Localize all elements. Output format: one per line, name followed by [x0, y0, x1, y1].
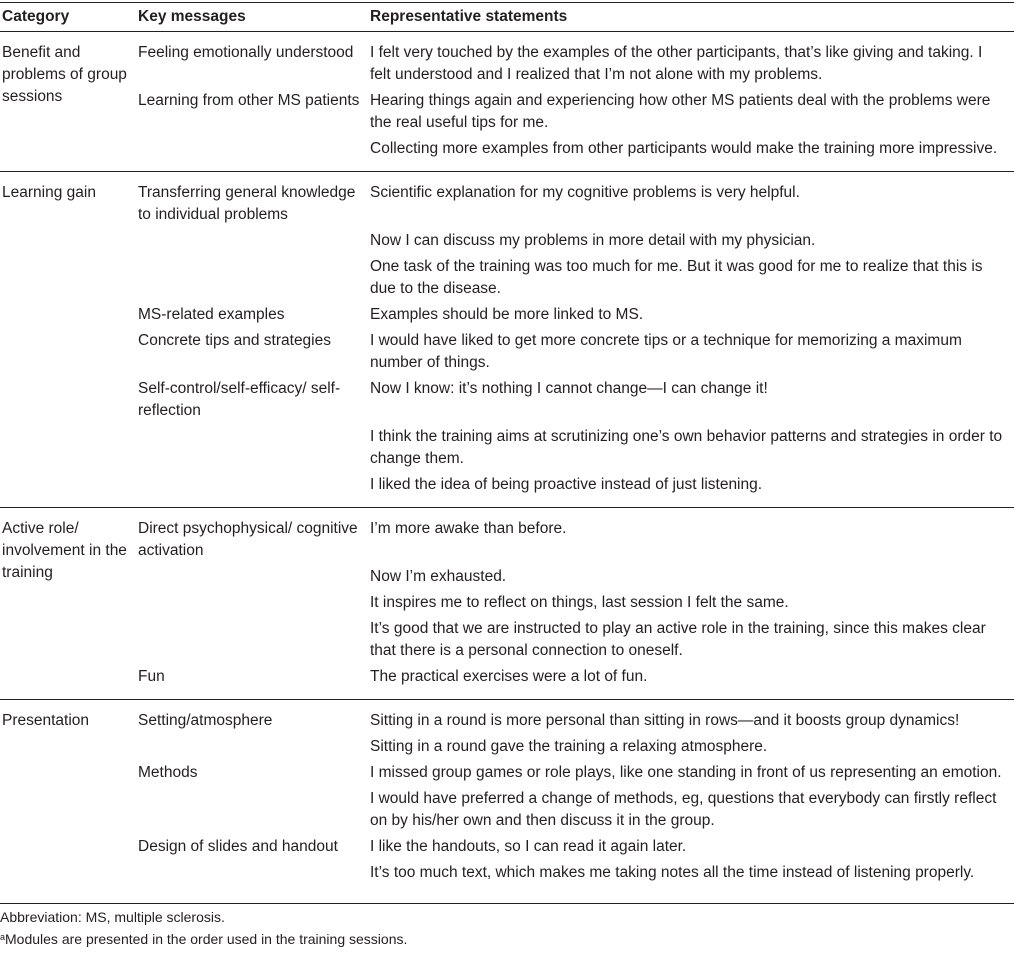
key-message-cell — [136, 732, 368, 758]
category-cell — [0, 700, 136, 733]
table-row — [0, 470, 1014, 508]
statements-table — [0, 4, 1014, 895]
footnote-order — [0, 929, 407, 949]
category-cell — [0, 32, 136, 105]
footnote-abbreviation: Abbreviation: MS, multiple sclerosis. — [0, 909, 225, 925]
table-bottom-rule — [0, 903, 1014, 904]
category-cell-empty — [0, 588, 136, 614]
table-row — [0, 784, 1014, 832]
category-cell-empty — [0, 732, 136, 758]
statement-cell: Examples should be more linked to MS. — [370, 306, 644, 323]
header-row — [0, 4, 1014, 32]
table-row — [0, 614, 1014, 662]
key-message-cell — [136, 784, 368, 832]
category-cell-empty — [0, 784, 136, 832]
statement-cell: I think the training aims at scrutinizing one’s own behavior patterns and strategies in order to change them. — [370, 428, 1003, 467]
table-row — [0, 326, 1014, 374]
category-cell-empty — [0, 300, 136, 326]
statement-cell: I like the handouts, so I can read it again later. — [370, 838, 687, 855]
statement-cell: Sitting in a round gave the training a relaxing atmosphere. — [370, 738, 768, 755]
header-category: Category — [0, 4, 136, 32]
category-label: Presentation — [2, 712, 90, 729]
table-row — [0, 562, 1014, 588]
statement-cell: Now I know: it’s nothing I cannot change—I can change it! — [370, 380, 768, 397]
key-message-cell — [136, 226, 368, 252]
statement-cell: It inspires me to reflect on things, last session I felt the same. — [370, 594, 789, 611]
category-cell-empty — [0, 832, 136, 858]
statement-cell: I would have preferred a change of methods, eg, questions that everybody can firstly reflect on by his/her own and then discuss it in the group. — [370, 790, 997, 829]
category-cell-empty — [0, 252, 136, 300]
header-key-messages: Key messages — [136, 4, 368, 32]
table-row — [0, 134, 1014, 172]
statement-cell: It’s too much text, which makes me taking notes all the time instead of listening properly. — [370, 864, 975, 881]
table-row — [0, 508, 1014, 563]
category-cell-empty — [0, 374, 136, 422]
table-row — [0, 758, 1014, 784]
category-cell-empty — [0, 858, 136, 895]
key-message-cell — [136, 252, 368, 300]
statement-cell: I would have liked to get more concrete tips or a technique for memorizing a maximum number of things. — [370, 332, 962, 371]
key-message-cell: Concrete tips and strategies — [138, 332, 331, 349]
key-message-cell — [136, 614, 368, 662]
category-label: Benefit and problems of group sessions — [2, 44, 127, 105]
category-cell — [0, 508, 136, 581]
statement-cell: Collecting more examples from other participants would make the training more impressive. — [368, 134, 1014, 172]
table-row — [0, 252, 1014, 300]
key-message-cell: Feeling emotionally understood — [138, 44, 354, 61]
category-cell-empty — [0, 226, 136, 252]
statement-cell: One task of the training was too much for me. But it was good for me to realize that this is due to the disease. — [370, 258, 983, 297]
category-label: Learning gain — [2, 184, 96, 201]
table-row — [0, 32, 1014, 87]
key-message-cell — [136, 422, 368, 470]
statement-cell: I felt very touched by the examples of the other participants, that’s like giving and taking. I felt understood and I realized that I’m not alone with my problems. — [370, 44, 983, 83]
table-row — [0, 422, 1014, 470]
table-row — [0, 662, 1014, 700]
key-message-cell: Fun — [136, 662, 368, 700]
key-message-cell — [136, 562, 368, 588]
table-row — [0, 832, 1014, 858]
header-statements: Representative statements — [368, 4, 1014, 32]
key-message-cell — [136, 134, 368, 172]
category-label: Active role/ involvement in the training — [2, 520, 127, 581]
key-message-cell: Direct psychophysical/ cognitive activation — [138, 520, 358, 559]
statement-cell: I’m more awake than before. — [370, 520, 567, 537]
key-message-cell: Self-control/self-efficacy/ self-reflection — [138, 380, 341, 419]
footnote-marker: a — [0, 932, 6, 942]
statement-cell: It’s good that we are instructed to play an active role in the training, since this makes clear that there is a personal connection to oneself. — [370, 620, 986, 659]
category-cell — [0, 172, 136, 227]
table-row — [0, 588, 1014, 614]
key-message-cell: MS-related examples — [138, 306, 285, 323]
key-message-cell: Design of slides and handout — [138, 838, 338, 855]
statement-cell: I missed group games or role plays, like one standing in front of us representing an emotion. — [370, 764, 1002, 781]
key-message-cell: Setting/atmosphere — [138, 712, 273, 729]
table-row — [0, 700, 1014, 733]
table-row — [0, 86, 1014, 134]
category-cell-empty — [0, 134, 136, 172]
table-top-rule — [0, 2, 1014, 3]
statement-cell: Now I’m exhausted. — [370, 568, 507, 585]
key-message-cell: Methods — [138, 764, 198, 781]
key-message-cell — [136, 858, 368, 895]
category-cell-empty — [0, 422, 136, 470]
statement-cell: Scientific explanation for my cognitive problems is very helpful. — [370, 184, 800, 201]
category-cell-empty — [0, 614, 136, 662]
table-row — [0, 858, 1014, 895]
table-row — [0, 226, 1014, 252]
category-cell-empty — [0, 326, 136, 374]
table-row — [0, 732, 1014, 758]
table-row — [0, 172, 1014, 227]
statement-cell: Sitting in a round is more personal than sitting in rows—and it boosts group dynamics! — [370, 712, 960, 729]
category-cell-empty — [0, 470, 136, 508]
category-cell-empty — [0, 662, 136, 700]
statement-cell: Hearing things again and experiencing how other MS patients deal with the problems were the real useful tips for me. — [370, 92, 991, 131]
key-message-cell — [136, 470, 368, 508]
table-row — [0, 300, 1014, 326]
statement-cell: I liked the idea of being proactive instead of just listening. — [368, 470, 1014, 508]
table-body — [0, 32, 1014, 896]
statement-cell: The practical exercises were a lot of fun. — [368, 662, 1014, 700]
statement-cell: Now I can discuss my problems in more detail with my physician. — [370, 232, 816, 249]
key-message-cell: Transferring general knowledge to individual problems — [138, 184, 356, 223]
key-message-cell: Learning from other MS patients — [138, 92, 360, 109]
footnote-text: Modules are presented in the order used in the training sessions. — [5, 931, 408, 947]
table-row — [0, 374, 1014, 422]
category-cell-empty — [0, 758, 136, 784]
key-message-cell — [136, 588, 368, 614]
